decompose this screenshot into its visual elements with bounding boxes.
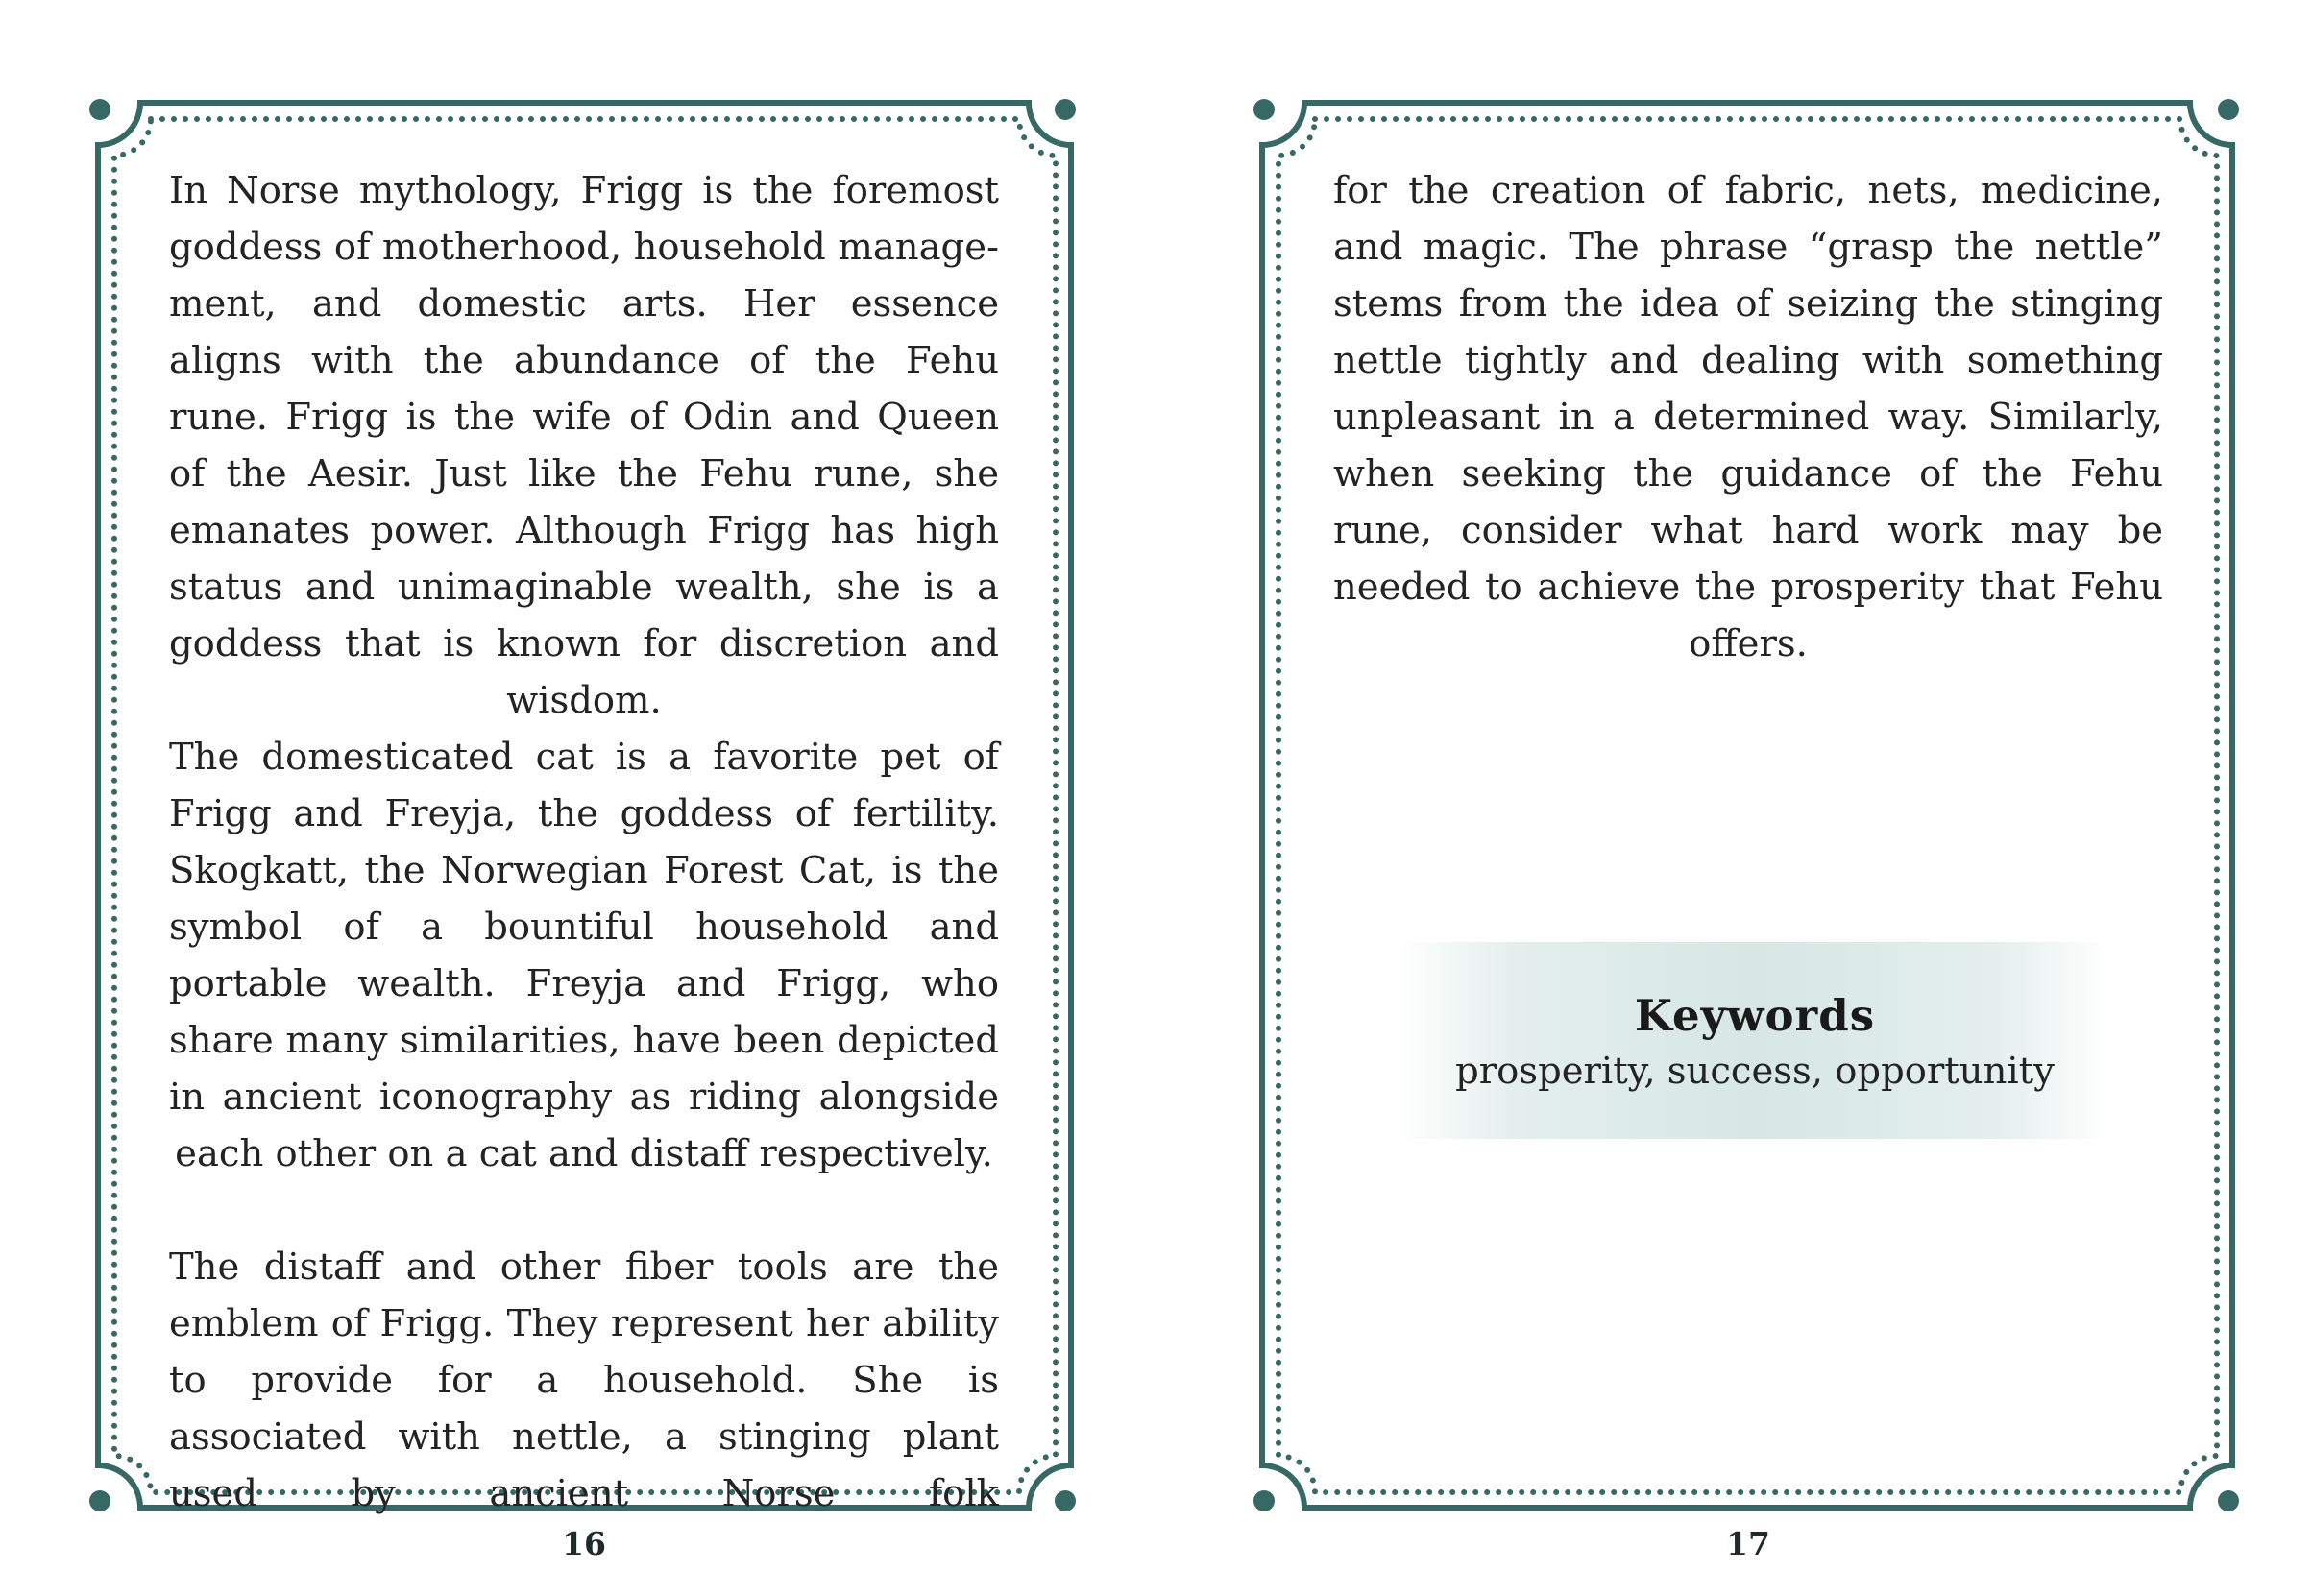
corner-dot — [89, 1490, 110, 1511]
page-number: 16 — [562, 1525, 606, 1562]
corner-dot — [89, 99, 110, 120]
paragraph: The domesticated cat is a favorite pet of Frigg and Freyja, the goddess of fertility. Skogkatt, the Norwegian Forest Cat, is the symbol of a bountiful household and portable wealth. Freyja and Frigg, who share many similarities, have been depicted in ancient iconography as riding alongside each other on a cat and distaff respectively. — [169, 736, 999, 1175]
corner-dot — [1253, 99, 1275, 120]
corner-dot — [2218, 1490, 2239, 1511]
keywords-list: prosperity, success, opportunity — [1455, 1050, 2055, 1093]
keywords-title: Keywords — [1634, 990, 1876, 1041]
page-number: 17 — [1726, 1525, 1770, 1562]
right-page — [1156, 0, 2312, 1596]
corner-dot — [2218, 99, 2239, 120]
paragraph: In Norse mythology, Frigg is the foremost goddess of motherhood, household management, and domestic arts. Her essence aligns with the abundance of the Fehu rune. Frigg is the wife of Odin and Queen of the Aesir. Just like the Fehu rune, she emanates power. Although Frigg has high status and unimaginable wealth, she is a goddess that is known for discretion and wisdom. — [169, 169, 999, 722]
body-text — [1333, 162, 2163, 672]
keywords-panel — [1399, 942, 2110, 1139]
corner-dot — [1055, 99, 1076, 120]
corner-dot — [1253, 1490, 1275, 1511]
paragraph: The distaff and other fiber tools are the emblem of Frigg. They represent her ability to provide for a household. She is associated with nettle, a stinging plant used by ancient Norse folk — [169, 1245, 999, 1515]
body-text — [169, 162, 999, 1522]
paragraph: for the creation of fabric, nets, medicine, and magic. The phrase “grasp the nettle” stems from the idea of seizing the stinging nettle tightly and dealing with something unpleasant in a determined way. Similarly, when seeking the guidance of the Fehu rune, consider what hard work may be needed to achieve the prosperity that Fehu offers. — [1333, 169, 2163, 665]
corner-dot — [1055, 1490, 1076, 1511]
